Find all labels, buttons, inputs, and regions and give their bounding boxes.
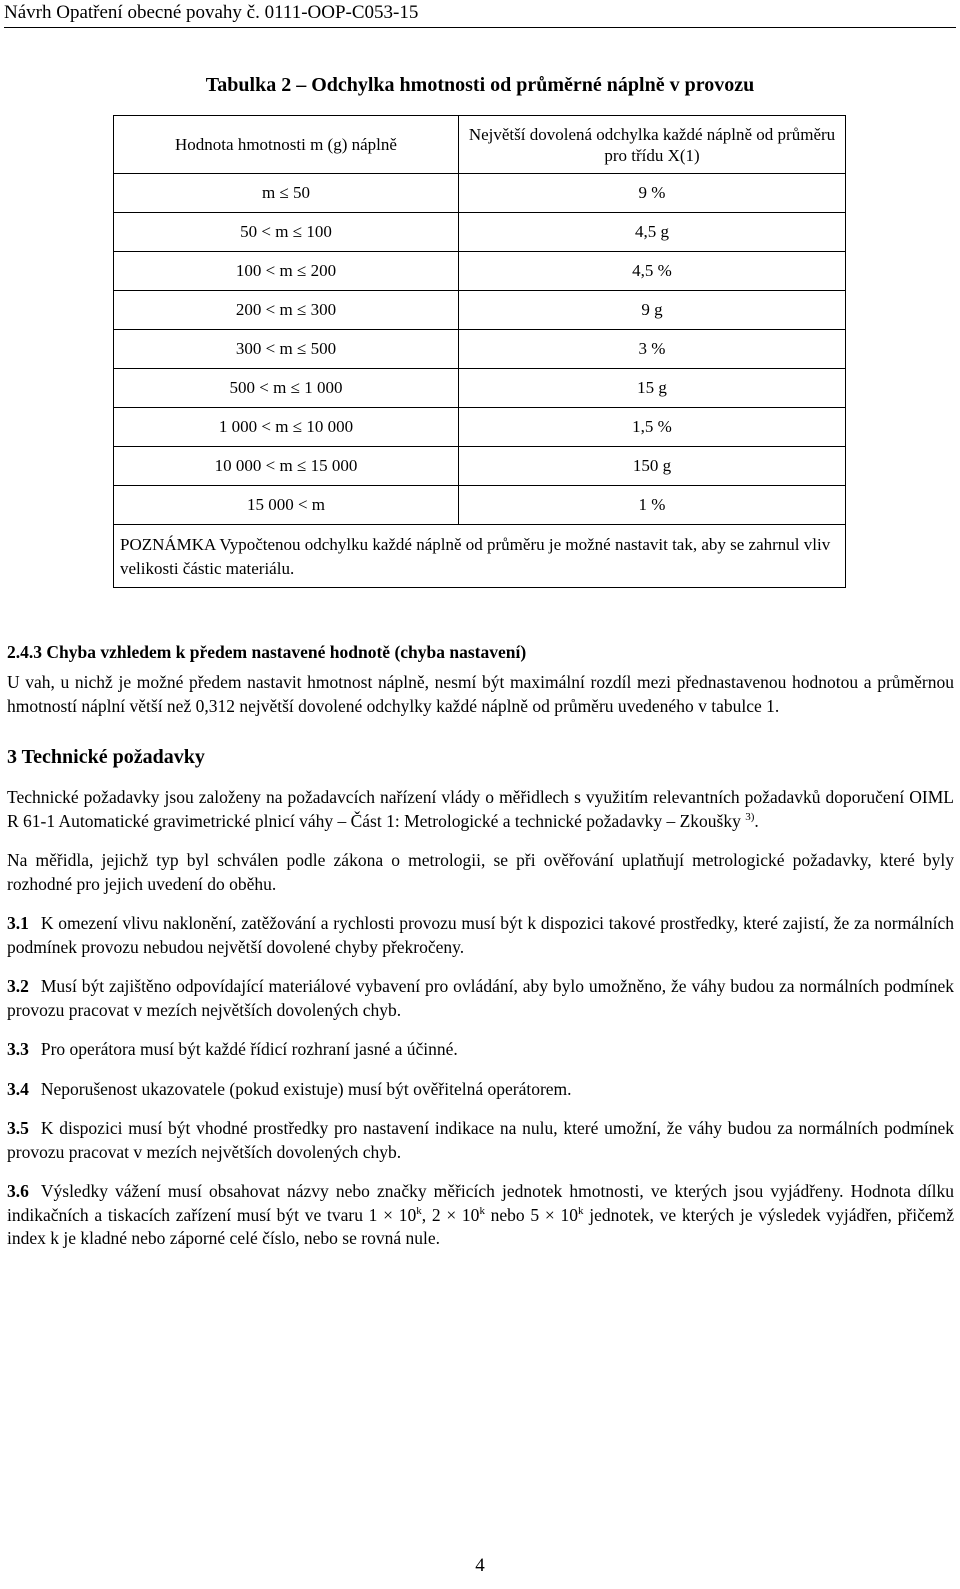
table-row xyxy=(114,213,846,252)
clause-text: Pro operátora musí být každé řídicí rozhraní jasné a účinné. xyxy=(40,1039,458,1059)
cell-mass-range: 1 000 < m ≤ 10 000 xyxy=(114,408,459,447)
clause-3-4 xyxy=(7,1078,954,1102)
section-3-paragraph-1-end: . xyxy=(754,810,759,831)
clause-number: 3.4 xyxy=(7,1078,29,1099)
clause-text-part-2: , 2 × 10 xyxy=(421,1204,480,1225)
exponent-k: k xyxy=(578,1204,584,1217)
col-header-max-deviation: Největší dovolená odchylka každé náplně od průměru pro třídu X(1) xyxy=(459,116,846,174)
exponent-k: k xyxy=(416,1204,422,1217)
cell-mass-range: 10 000 < m ≤ 15 000 xyxy=(114,447,459,486)
cell-deviation: 9 % xyxy=(459,174,846,213)
cell-mass-range: 15 000 < m xyxy=(114,486,459,525)
clause-number: 3.1 xyxy=(7,913,29,933)
cell-mass-range: 100 < m ≤ 200 xyxy=(114,252,459,291)
table-header-row xyxy=(114,116,846,174)
clause-3-1 xyxy=(7,912,954,959)
col-header-fill-mass: Hodnota hmotnosti m (g) náplně xyxy=(114,116,459,174)
clause-text: Neporušenost ukazovatele (pokud existuje) musí být ověřitelná operátorem. xyxy=(40,1078,572,1099)
table-title: Tabulka 2 – Odchylka hmotnosti od průměrné náplně v provozu xyxy=(205,74,755,96)
clause-number: 3.6 xyxy=(7,1181,29,1201)
clause-text: K omezení vlivu naklonění, zatěžování a rychlosti provozu musí být k dispozici takové prostředky, které zajistí, že za normálních podmínek provozu nebudou největší dovolené chyby překročeny. xyxy=(7,913,954,957)
cell-deviation: 15 g xyxy=(459,369,846,408)
clause-number: 3.3 xyxy=(7,1039,29,1059)
cell-deviation: 1,5 % xyxy=(459,408,846,447)
section-3-paragraph-1 xyxy=(7,786,954,833)
table-note-row xyxy=(114,525,846,588)
table-note: POZNÁMKA Vypočtenou odchylku každé náplně od průměru je možné nastavit tak, aby se zahrnul vliv velikosti částic materiálu. xyxy=(114,525,846,588)
table-row xyxy=(114,447,846,486)
cell-deviation: 4,5 g xyxy=(459,213,846,252)
section-3-heading: 3 Technické požadavky xyxy=(7,746,205,768)
footnote-ref: 3) xyxy=(745,810,755,823)
cell-mass-range: 500 < m ≤ 1 000 xyxy=(114,369,459,408)
table-row xyxy=(114,486,846,525)
table-row xyxy=(114,330,846,369)
cell-deviation: 9 g xyxy=(459,291,846,330)
clause-3-5 xyxy=(7,1117,954,1164)
table-row xyxy=(114,174,846,213)
section-2-4-3-heading: 2.4.3 Chyba vzhledem k předem nastavené hodnotě (chyba nastavení) xyxy=(7,642,527,662)
clause-3-6 xyxy=(7,1180,954,1251)
exponent-k: k xyxy=(479,1204,485,1217)
clause-3-3 xyxy=(7,1038,954,1062)
cell-mass-range: m ≤ 50 xyxy=(114,174,459,213)
table-row xyxy=(114,408,846,447)
cell-mass-range: 300 < m ≤ 500 xyxy=(114,330,459,369)
clause-text-part-4: jednotek, ve kterých je výsledek vyjádřen, přičemž index k je kladné nebo záporné celé číslo, nebo se rovná nule. xyxy=(7,1204,955,1248)
clause-3-2 xyxy=(7,975,954,1022)
table-row xyxy=(114,291,846,330)
main-content xyxy=(7,640,954,1267)
clause-text: K dispozici musí být vhodné prostředky pro nastavení indikace na nulu, které umožní, že váhy budou za normálních podmínek provozu pracovat v mezích největších dovolených chyb. xyxy=(7,1118,954,1162)
cell-mass-range: 200 < m ≤ 300 xyxy=(114,291,459,330)
clause-text-part-3: nebo 5 × 10 xyxy=(484,1204,578,1225)
section-2-4-3-text: U vah, u nichž je možné předem nastavit hmotnost náplně, nesmí být maximální rozdíl mezi přednastavenou hodnotou a průměrnou hmotností náplní větší než 0,312 největší dovolené odchylky každé náplně od průměru uvedeného v tabulce 1. xyxy=(7,672,954,716)
clause-number: 3.2 xyxy=(7,976,29,996)
table-row xyxy=(114,369,846,408)
clause-text: Musí být zajištěno odpovídající materiálové vybavení pro ovládání, aby bylo umožněno, že váhy budou za normálních podmínek provozu pracovat v mezích největších dovolených chyb. xyxy=(7,976,954,1020)
cell-deviation: 150 g xyxy=(459,447,846,486)
document-header: Návrh Opatření obecné povahy č. 0111-OOP-C053-15 xyxy=(4,1,956,28)
clause-text-part-1: Výsledky vážení musí obsahovat názvy nebo značky měřicích jednotek hmotnosti, ve kterých jsou vyjádřeny. Hodnota dílku indikačních a tiskacích zařízení musí být ve tvaru 1 × 10 xyxy=(7,1181,954,1225)
cell-mass-range: 50 < m ≤ 100 xyxy=(114,213,459,252)
deviation-table xyxy=(113,115,846,588)
page-number: 4 xyxy=(475,1555,485,1576)
table-row xyxy=(114,252,846,291)
table-body xyxy=(114,174,846,588)
clause-number: 3.5 xyxy=(7,1118,29,1138)
section-3-paragraph-1-text: Technické požadavky jsou založeny na požadavcích nařízení vlády o měřidlech s využitím relevantních požadavků doporučení OIML R 61-1 Automatické gravimetrické plnicí váhy – Část 1: Metrologické a technické požadavky – Zkoušky xyxy=(7,787,954,831)
cell-deviation: 1 % xyxy=(459,486,846,525)
section-3-paragraph-2: Na měřidla, jejichž typ byl schválen podle zákona o metrologii, se při ověřování uplatňují metrologické požadavky, které byly rozhodné pro jejich uvedení do oběhu. xyxy=(7,850,954,894)
cell-deviation: 3 % xyxy=(459,330,846,369)
cell-deviation: 4,5 % xyxy=(459,252,846,291)
